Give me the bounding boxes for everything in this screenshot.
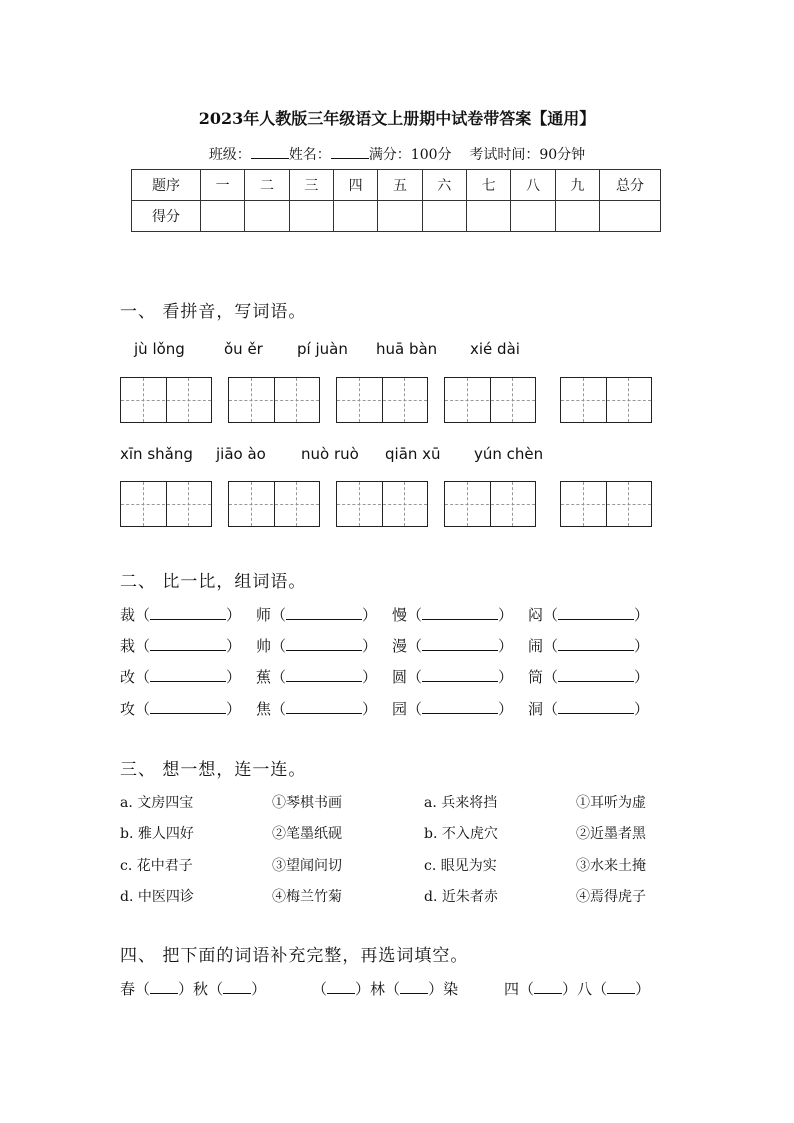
writing-grid[interactable] bbox=[560, 481, 652, 527]
compare-char: 园 bbox=[392, 700, 408, 718]
compare-char: 裁 bbox=[120, 606, 136, 624]
score-cell[interactable] bbox=[511, 201, 555, 232]
idiom-char: 八 bbox=[577, 980, 593, 998]
answer-blank[interactable] bbox=[422, 667, 498, 682]
score-value-row bbox=[132, 201, 661, 232]
idiom-char: 秋 bbox=[193, 980, 209, 998]
pinyin-label: huā bàn bbox=[376, 340, 438, 358]
writing-grid[interactable] bbox=[560, 377, 652, 423]
idiom-char: 染 bbox=[443, 980, 459, 998]
connect-item[interactable]: ②近墨者黑 bbox=[576, 826, 646, 842]
score-cell[interactable] bbox=[289, 201, 333, 232]
writing-grid[interactable] bbox=[444, 481, 536, 527]
answer-blank[interactable] bbox=[286, 605, 362, 620]
score-cell[interactable] bbox=[333, 201, 377, 232]
answer-blank[interactable] bbox=[422, 636, 498, 651]
section-4-heading: 四、 把下面的词语补充完整，再选词填空。 bbox=[120, 946, 469, 966]
compare-item: 蕉（ ） bbox=[256, 668, 378, 686]
fill-blank[interactable] bbox=[534, 979, 562, 994]
answer-blank[interactable] bbox=[286, 699, 362, 714]
compare-char: 焦 bbox=[256, 700, 272, 718]
idiom-char: 四 bbox=[504, 980, 520, 998]
connect-item[interactable]: b. 雅人四好 bbox=[120, 826, 194, 842]
compare-item: 攻（ ） bbox=[120, 700, 242, 718]
pinyin-label: nuò ruò bbox=[301, 445, 359, 463]
compare-char: 攻 bbox=[120, 700, 136, 718]
fill-blank[interactable] bbox=[607, 979, 635, 994]
compare-item: 焦（ ） bbox=[256, 700, 378, 718]
idiom-fill: （ ）林（ ）染 bbox=[312, 980, 459, 998]
score-header-cell: 七 bbox=[466, 170, 510, 201]
score-header-cell: 一 bbox=[201, 170, 245, 201]
name-blank[interactable] bbox=[331, 158, 369, 159]
compare-char: 师 bbox=[256, 606, 272, 624]
score-header-cell: 题序 bbox=[132, 170, 201, 201]
compare-item: 栽（ ） bbox=[120, 637, 242, 655]
connect-item[interactable]: b. 不入虎穴 bbox=[424, 826, 498, 842]
answer-blank[interactable] bbox=[150, 636, 226, 651]
fill-blank[interactable] bbox=[400, 979, 428, 994]
class-label: 班级： bbox=[208, 147, 251, 163]
compare-char: 闷 bbox=[528, 606, 544, 624]
connect-item[interactable]: ①耳听为虚 bbox=[576, 795, 646, 811]
compare-item: 筒（ ） bbox=[528, 668, 650, 686]
score-cell[interactable] bbox=[378, 201, 422, 232]
connect-item[interactable]: ④焉得虎子 bbox=[576, 889, 646, 905]
answer-blank[interactable] bbox=[558, 605, 634, 620]
fill-blank[interactable] bbox=[327, 979, 355, 994]
pinyin-label: pí juàn bbox=[297, 340, 348, 358]
compare-char: 洞 bbox=[528, 700, 544, 718]
answer-blank[interactable] bbox=[286, 667, 362, 682]
writing-grid[interactable] bbox=[228, 377, 320, 423]
exam-meta bbox=[0, 144, 794, 164]
fill-blank[interactable] bbox=[223, 979, 251, 994]
answer-blank[interactable] bbox=[150, 605, 226, 620]
pinyin-label: jù lǒng bbox=[134, 340, 185, 358]
pinyin-label: ǒu ěr bbox=[224, 340, 263, 358]
compare-item: 慢（ ） bbox=[392, 606, 514, 624]
compare-char: 慢 bbox=[392, 606, 408, 624]
answer-blank[interactable] bbox=[558, 667, 634, 682]
score-header-cell: 四 bbox=[333, 170, 377, 201]
compare-char: 蕉 bbox=[256, 668, 272, 686]
score-header-cell: 总分 bbox=[600, 170, 661, 201]
compare-item: 漫（ ） bbox=[392, 637, 514, 655]
score-header-cell: 五 bbox=[378, 170, 422, 201]
score-header-cell: 三 bbox=[289, 170, 333, 201]
writing-grid[interactable] bbox=[444, 377, 536, 423]
writing-grid[interactable] bbox=[120, 377, 212, 423]
pinyin-label: jiāo ào bbox=[216, 445, 266, 463]
compare-char: 栽 bbox=[120, 637, 136, 655]
connect-item[interactable]: ①琴棋书画 bbox=[272, 795, 342, 811]
compare-item: 帅（ ） bbox=[256, 637, 378, 655]
writing-grid[interactable] bbox=[120, 481, 212, 527]
score-header-cell: 二 bbox=[245, 170, 289, 201]
compare-item: 改（ ） bbox=[120, 668, 242, 686]
section-3-heading: 三、 想一想，连一连。 bbox=[120, 760, 307, 780]
pinyin-label: qiān xū bbox=[385, 445, 441, 463]
section-1-heading: 一、 看拼音，写词语。 bbox=[120, 302, 307, 322]
answer-blank[interactable] bbox=[422, 605, 498, 620]
answer-blank[interactable] bbox=[422, 699, 498, 714]
connect-item[interactable]: ②笔墨纸砚 bbox=[272, 826, 342, 842]
connect-item[interactable]: ③望闻问切 bbox=[272, 858, 342, 874]
answer-blank[interactable] bbox=[150, 699, 226, 714]
score-cell[interactable] bbox=[600, 201, 661, 232]
score-header-row bbox=[132, 170, 661, 201]
score-header-cell: 六 bbox=[422, 170, 466, 201]
connect-item[interactable]: c. 花中君子 bbox=[120, 858, 193, 874]
pinyin-label: xié dài bbox=[470, 340, 520, 358]
compare-char: 改 bbox=[120, 668, 136, 686]
name-label: 姓名： bbox=[288, 147, 331, 163]
compare-item: 圆（ ） bbox=[392, 668, 514, 686]
idiom-char: 林 bbox=[370, 980, 386, 998]
connect-item[interactable]: ③水来土掩 bbox=[576, 858, 646, 874]
compare-item: 洞（ ） bbox=[528, 700, 650, 718]
score-cell[interactable] bbox=[245, 201, 289, 232]
compare-item: 闹（ ） bbox=[528, 637, 650, 655]
compare-char: 闹 bbox=[528, 637, 544, 655]
compare-item: 园（ ） bbox=[392, 700, 514, 718]
section-2-heading: 二、 比一比，组词语。 bbox=[120, 572, 307, 592]
idiom-fill: 春（ ）秋（ ） bbox=[120, 980, 267, 998]
idiom-char: 春 bbox=[120, 980, 136, 998]
answer-blank[interactable] bbox=[150, 667, 226, 682]
compare-item: 闷（ ） bbox=[528, 606, 650, 624]
writing-grid[interactable] bbox=[336, 377, 428, 423]
compare-char: 漫 bbox=[392, 637, 408, 655]
compare-char: 筒 bbox=[528, 668, 544, 686]
score-row-label: 得分 bbox=[132, 201, 201, 232]
answer-blank[interactable] bbox=[558, 636, 634, 651]
compare-item: 师（ ） bbox=[256, 606, 378, 624]
connect-item[interactable]: a. 文房四宝 bbox=[120, 795, 194, 811]
pinyin-label: xīn shǎng bbox=[120, 445, 193, 463]
score-cell[interactable] bbox=[422, 201, 466, 232]
exam-time: 考试时间：90分钟 bbox=[469, 147, 586, 163]
score-cell[interactable] bbox=[555, 201, 599, 232]
idiom-fill: 四（ ）八（ ） bbox=[504, 980, 651, 998]
compare-char: 圆 bbox=[392, 668, 408, 686]
fill-blank[interactable] bbox=[150, 979, 178, 994]
answer-blank[interactable] bbox=[558, 699, 634, 714]
score-table bbox=[131, 169, 661, 232]
score-header-cell: 九 bbox=[555, 170, 599, 201]
connect-item[interactable]: a. 兵来将挡 bbox=[424, 795, 498, 811]
score-cell[interactable] bbox=[201, 201, 245, 232]
writing-grid[interactable] bbox=[336, 481, 428, 527]
connect-item[interactable]: d. 近朱者赤 bbox=[424, 889, 498, 905]
connect-item[interactable]: c. 眼见为实 bbox=[424, 858, 497, 874]
class-blank[interactable] bbox=[251, 158, 289, 159]
full-score: 满分：100分 bbox=[368, 147, 452, 163]
compare-char: 帅 bbox=[256, 637, 272, 655]
pinyin-label: yún chèn bbox=[474, 445, 544, 463]
compare-item: 裁（ ） bbox=[120, 606, 242, 624]
connect-item[interactable]: d. 中医四诊 bbox=[120, 889, 194, 905]
page-title: 2023年人教版三年级语文上册期中试卷带答案【通用】 bbox=[198, 109, 596, 128]
writing-grid[interactable] bbox=[228, 481, 320, 527]
connect-item[interactable]: ④梅兰竹菊 bbox=[272, 889, 342, 905]
score-cell[interactable] bbox=[466, 201, 510, 232]
answer-blank[interactable] bbox=[286, 636, 362, 651]
score-header-cell: 八 bbox=[511, 170, 555, 201]
